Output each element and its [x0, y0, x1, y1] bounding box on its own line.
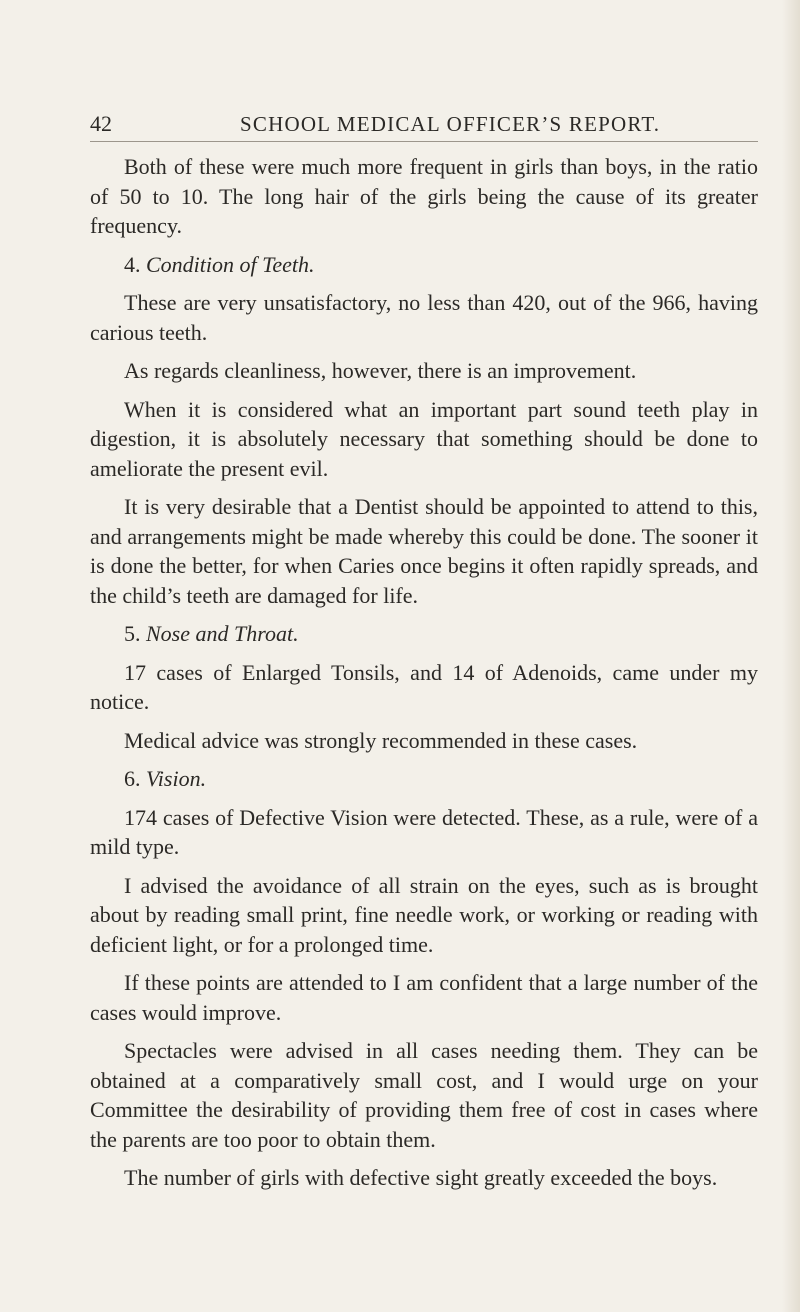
- section-title: Condition of Teeth.: [146, 251, 315, 277]
- paragraph-digestion: When it is considered what an important part sound teeth play in digestion, it is absolutely necessary that something should be done to ameliorate the present evil.: [90, 396, 758, 481]
- section-number: 5.: [124, 621, 141, 646]
- body-text: [90, 152, 758, 1202]
- section-title: Vision.: [146, 766, 207, 791]
- paragraph-cleanliness: As regards cleanliness, however, there is an improvement.: [124, 358, 637, 383]
- section-heading-nose-throat: [90, 619, 758, 649]
- paragraph-eye-strain: I advised the avoidance of all strain on the eyes, such as is brought about by reading small print, fine needle work, or working or reading with deficient light, or for a prolonged time.: [90, 872, 758, 957]
- running-title: SCHOOL MEDICAL OFFICER’S REPORT.: [240, 112, 661, 136]
- paragraph-spectacles: Spectacles were advised in all cases needing them. They can be obtained at a comparatively small cost, and I would urge on your Committee the desirability of providing them free of cost in cases where the parents are too poor to obtain them.: [90, 1038, 758, 1152]
- paragraph-medical-advice: Medical advice was strongly recommended in these cases.: [124, 727, 638, 753]
- paragraph-improve: If these points are attended to I am confident that a large number of the cases would improve.: [90, 970, 758, 1025]
- section-heading-teeth: [90, 250, 758, 280]
- header-rule: [90, 141, 758, 142]
- paragraph-tonsils: 17 cases of Enlarged Tonsils, and 14 of Adenoids, came under my notice.: [90, 659, 758, 714]
- paragraph-dentist: It is very desirable that a Dentist should be appointed to attend to this, and arrangements might be made whereby this could be done. The sooner it is done the better, for when Caries once begins it often rapidly spreads, and the child’s teeth are damaged for life.: [90, 494, 758, 608]
- page-edge-shadow: [782, 0, 800, 1312]
- section-title: Nose and Throat.: [146, 621, 299, 646]
- section-heading-vision: [90, 764, 758, 794]
- section-number: 4.: [124, 251, 141, 277]
- paragraph-hair-frequency: Both of these were much more frequent in girls than boys, in the ratio of 50 to 10. The long hair of the girls being the cause of its greater frequency.: [90, 154, 758, 238]
- page-header: [90, 108, 758, 140]
- section-number: 6.: [124, 766, 141, 791]
- page-number: 42: [90, 111, 112, 136]
- paragraph-teeth-unsatisfactory: These are very unsatisfactory, no less than 420, out of the 966, having carious teeth.: [90, 290, 758, 345]
- paragraph-defective-vision: 174 cases of Defective Vision were detected. These, as a rule, were of a mild type.: [90, 804, 758, 859]
- paragraph-girls-sight: The number of girls with defective sight greatly exceeded the boys.: [124, 1165, 718, 1190]
